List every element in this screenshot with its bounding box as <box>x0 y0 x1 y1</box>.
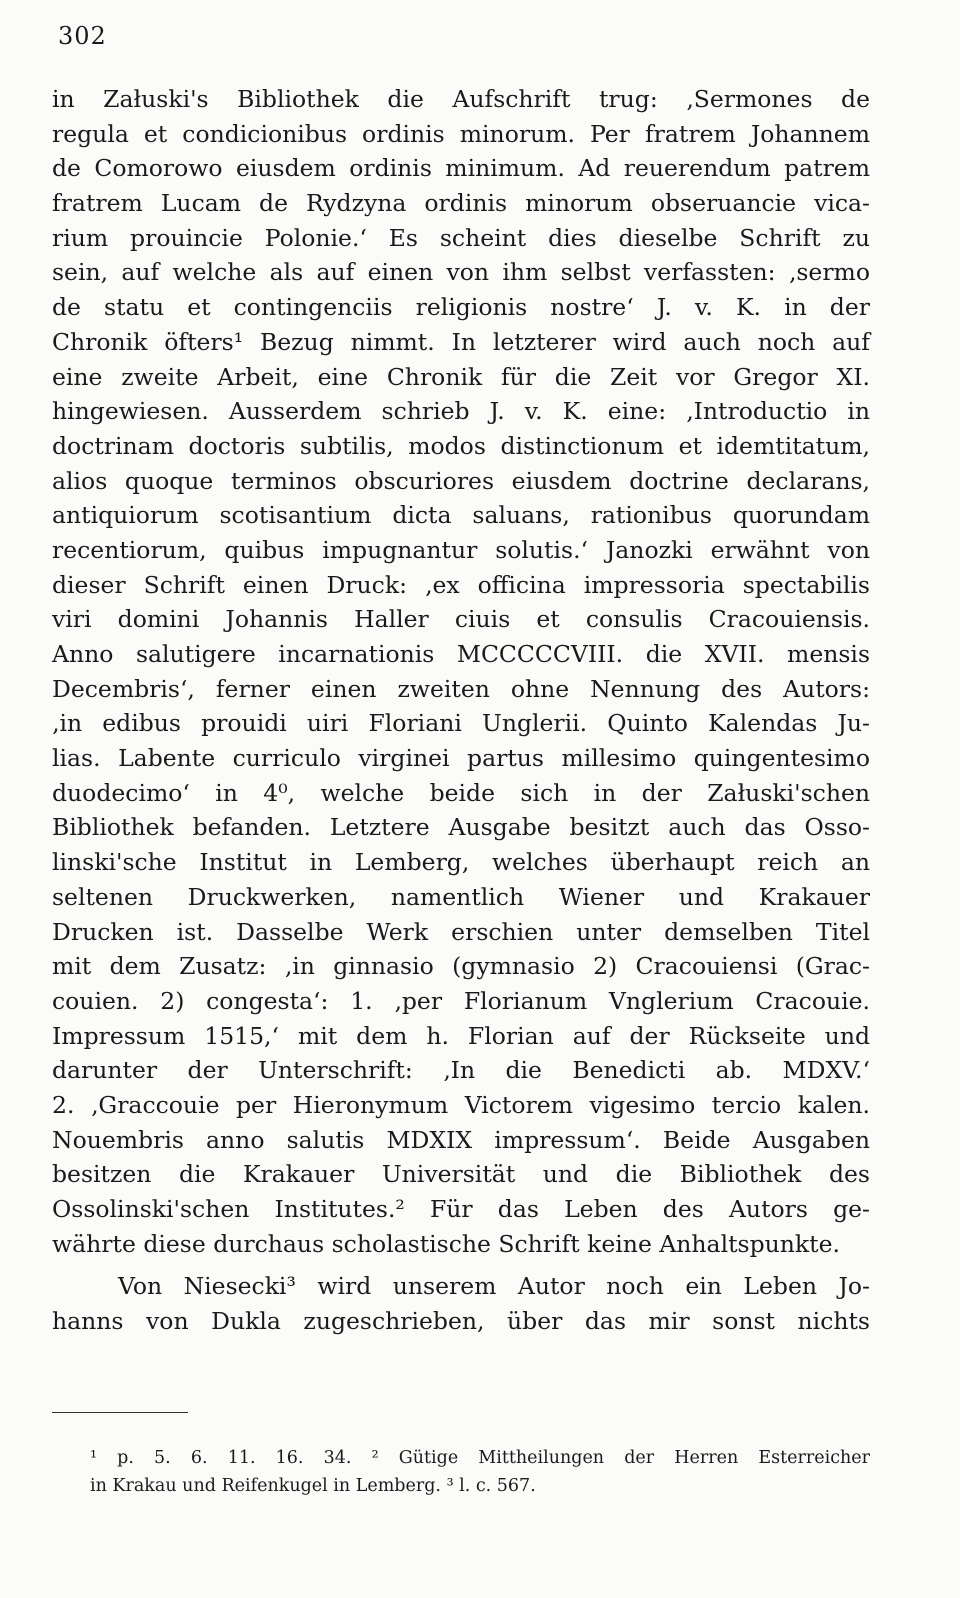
page-number: 302 <box>58 22 107 50</box>
text-line: de statu et contingenciis religionis nostre‘ J. v. K. in der <box>52 293 870 322</box>
text-line: couien. 2) congesta‘: 1. ‚per Florianum Vnglerium Cracouie. <box>52 986 870 1015</box>
text-line: 2. ‚Graccouie per Hieronymum Victorem vigesimo tercio kalen. <box>52 1090 870 1119</box>
text-line: linski'sche Institut in Lemberg, welches überhaupt reich an <box>52 848 870 877</box>
text-line: sein, auf welche als auf einen von ihm selbst verfassten: ‚sermo <box>52 258 870 287</box>
text-line: hanns von Dukla zugeschrieben, über das mir sonst nichts <box>52 1307 870 1336</box>
text-line: darunter der Unterschrift: ‚In die Benedicti ab. MDXV.‘ <box>52 1056 870 1085</box>
text-line: recentiorum, quibus impugnantur solutis.‘ Janozki erwähnt von <box>52 535 870 564</box>
footnote-rule <box>52 1412 188 1413</box>
text-line: in Załuski's Bibliothek die Aufschrift trug: ‚Sermones de <box>52 85 870 113</box>
text-line: Drucken ist. Dasselbe Werk erschien unter demselben Titel <box>52 917 870 946</box>
text-line: duodecimo‘ in 4⁰, welche beide sich in der Załuski'schen <box>52 778 870 807</box>
text-line: viri domini Johannis Haller ciuis et consulis Cracouiensis. <box>52 605 870 634</box>
text-line: mit dem Zusatz: ‚in ginnasio (gymnasio 2) Cracouiensi (Grac- <box>52 952 870 981</box>
text-line: Bibliothek befanden. Letztere Ausgabe besitzt auch das Osso- <box>52 813 870 842</box>
text-line: Nouembris anno salutis MDXIX impressum‘. Beide Ausgaben <box>52 1125 870 1154</box>
text-line: währte diese durchaus scholastische Schrift keine Anhaltspunkte. <box>52 1229 840 1258</box>
text-line: fratrem Lucam de Rydzyna ordinis minorum obseruancie vica- <box>52 189 870 218</box>
text-line: de Comorowo eiusdem ordinis minimum. Ad reuerendum patrem <box>52 154 870 183</box>
footnotes <box>90 1444 870 1500</box>
footnote-line: ¹ p. 5. 6. 11. 16. 34. ² Gütige Mittheilungen der Herren Esterreicher <box>90 1448 870 1468</box>
text-line: hingewiesen. Ausserdem schrieb J. v. K. eine: ‚Introductio in <box>52 397 870 426</box>
paragraph-start-line: Von Niesecki³ wird unserem Autor noch ein Leben Jo- <box>118 1272 870 1301</box>
text-line: dieser Schrift einen Druck: ‚ex officina impressoria spectabilis <box>52 570 870 599</box>
text-line: alios quoque terminos obscuriores eiusdem doctrine declarans, <box>52 466 870 495</box>
text-line: besitzen die Krakauer Universität und die Bibliothek des <box>52 1160 870 1189</box>
text-line: Ossolinski'schen Institutes.² Für das Leben des Autors ge- <box>52 1195 870 1223</box>
body-text <box>52 82 870 1339</box>
text-line: Decembris‘, ferner einen zweiten ohne Nennung des Autors: <box>52 674 870 703</box>
footnote-line: in Krakau und Reifenkugel in Lemberg. ³ l. c. 567. <box>90 1476 536 1496</box>
text-line: Chronik öfters¹ Bezug nimmt. In letzterer wird auch noch auf <box>52 327 870 356</box>
text-line: regula et condicionibus ordinis minorum. Per fratrem Johannem <box>52 119 870 148</box>
text-line: antiquiorum scotisantium dicta saluans, rationibus quorundam <box>52 501 870 530</box>
text-line: rium prouincie Polonie.‘ Es scheint dies dieselbe Schrift zu <box>52 223 870 252</box>
text-line: eine zweite Arbeit, eine Chronik für die Zeit vor Gregor XI. <box>52 362 870 391</box>
text-line: doctrinam doctoris subtilis, modos distinctionum et idemtitatum, <box>52 431 870 460</box>
text-line: Impressum 1515,‘ mit dem h. Florian auf der Rückseite und <box>52 1021 870 1050</box>
text-line: seltenen Druckwerken, namentlich Wiener und Krakauer <box>52 882 870 911</box>
text-line: ‚in edibus prouidi uiri Floriani Unglerii. Quinto Kalendas Ju- <box>52 709 870 738</box>
text-line: lias. Labente curriculo virginei partus millesimo quingentesimo <box>52 744 870 773</box>
text-line: Anno salutigere incarnationis MCCCCCVIII. die XVII. mensis <box>52 640 870 668</box>
